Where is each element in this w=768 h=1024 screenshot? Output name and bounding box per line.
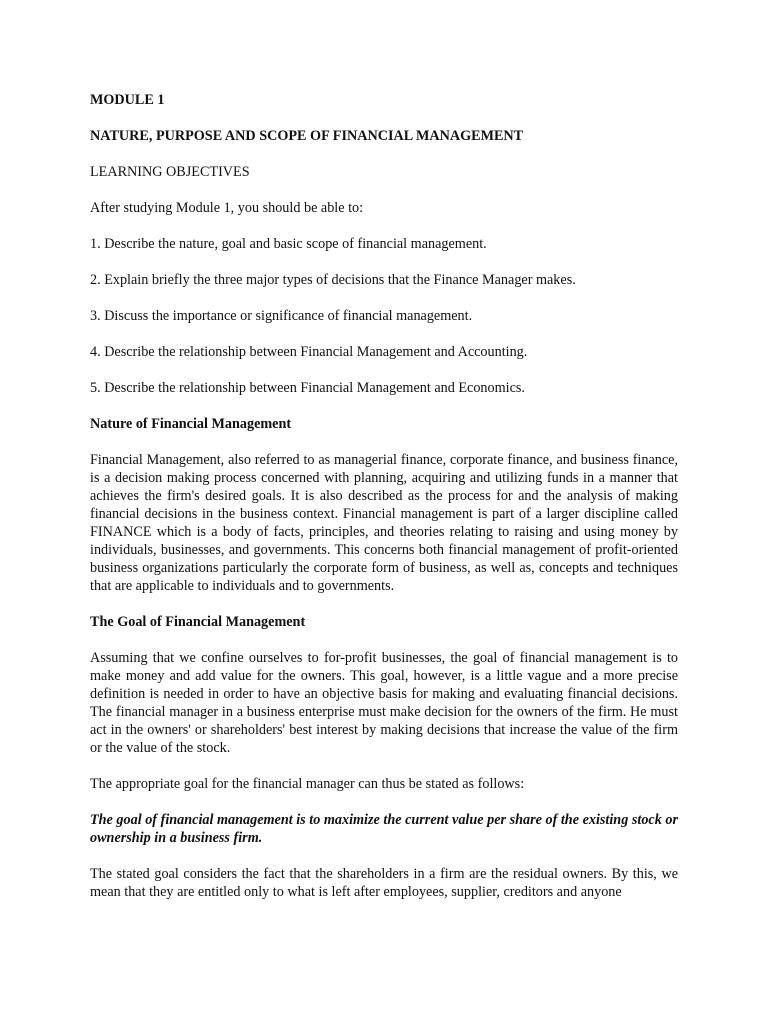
objective-item: 2. Explain briefly the three major types of decisions that the Finance Manager makes. — [90, 272, 576, 288]
objective-item: 4. Describe the relationship between Financial Management and Accounting. — [90, 344, 528, 360]
goal-heading: The Goal of Financial Management — [90, 614, 306, 630]
document-title: NATURE, PURPOSE AND SCOPE OF FINANCIAL MANAGEMENT — [90, 128, 524, 144]
objectives-intro: After studying Module 1, you should be able to: — [90, 200, 364, 216]
module-label: MODULE 1 — [90, 92, 165, 108]
objective-item: 3. Discuss the importance or significance of financial management. — [90, 308, 473, 324]
objective-item: 5. Describe the relationship between Financial Management and Economics. — [90, 380, 525, 396]
objectives-list — [90, 235, 678, 397]
goal-paragraph-2: The appropriate goal for the financial manager can thus be stated as follows: — [90, 776, 525, 792]
goal-paragraph-1: Assuming that we confine ourselves to for-profit businesses, the goal of financial management is to make money and add value for the owners. This goal, however, is a little vague and a more precise definition is needed in order to have an objective basis for making and evaluating financial decisions. The financial manager in a business enterprise must make decision for the owners of the firm. He must act in the owners' or shareholders' best interest by making decisions that increase the value of the firm or the value of the stock. — [90, 650, 678, 756]
nature-heading: Nature of Financial Management — [90, 416, 292, 432]
goal-statement: The goal of financial management is to maximize the current value per share of the existing stock or ownership in a business firm. — [90, 812, 678, 846]
goal-paragraph-3: The stated goal considers the fact that the shareholders in a firm are the residual owners. By this, we mean that they are entitled only to what is left after employees, supplier, creditors and anyone — [90, 866, 678, 900]
document-page — [90, 91, 678, 919]
learning-objectives-heading: LEARNING OBJECTIVES — [90, 164, 250, 180]
objective-item: 1. Describe the nature, goal and basic scope of financial management. — [90, 236, 487, 252]
nature-paragraph: Financial Management, also referred to as managerial finance, corporate finance, and business finance, is a decision making process concerned with planning, acquiring and utilizing funds in a manner that achieves the firm's desired goals. It is also described as the process for and the analysis of making financial decisions in the business context. Financial management is part of a larger discipline called FINANCE which is a body of facts, principles, and theories relating to raising and using money by individuals, businesses, and governments. This concerns both financial management of profit-oriented business organizations particularly the corporate form of business, as well as, concepts and techniques that are applicable to individuals and to governments. — [90, 452, 678, 594]
